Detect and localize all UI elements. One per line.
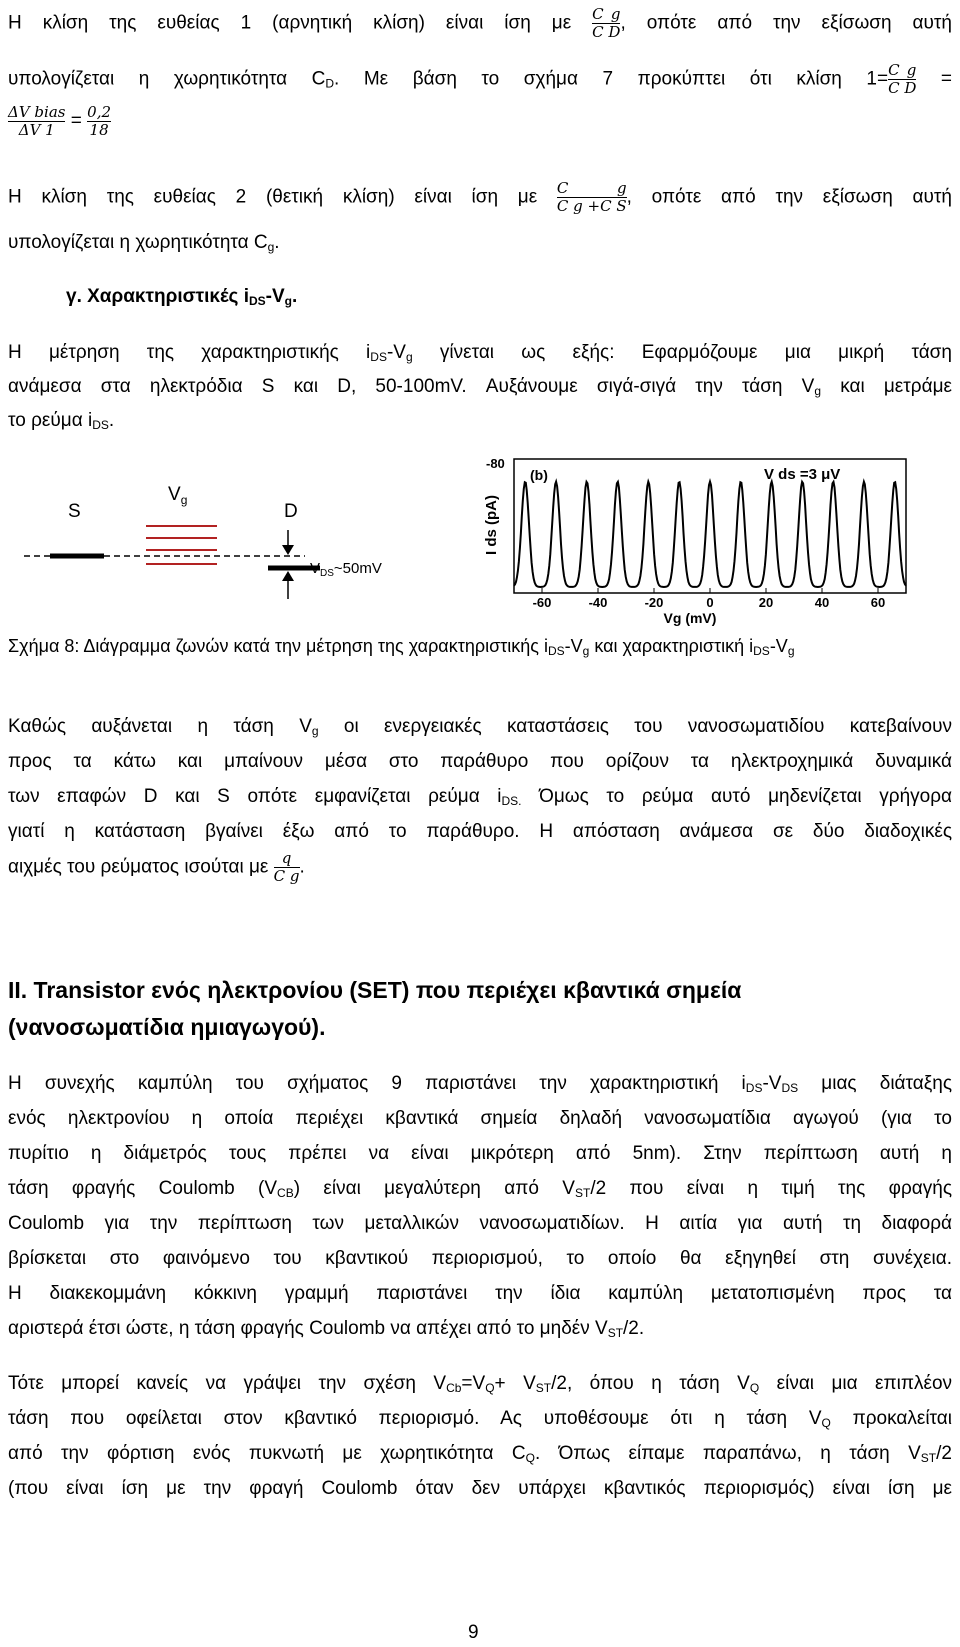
y-axis-label: I ds (pA) [483, 495, 500, 555]
para5-line2: ενός ηλεκτρονίου η οποία περιέχει κβαντικά σημεία δηλαδή νανοσωματίδια αγωγού (για το [8, 1108, 952, 1129]
para5-line8: αριστερά έτσι ώστε, η τάση φραγής Coulomb να απέχει από το μηδέν $V_{ST}/2$. [8, 1318, 645, 1340]
para6-line1: Τότε μπορεί κανείς να γράψει την σχέση $V_{Cb}=V_Q+ V_{ST}/2$, όπου η τάση $V_Q$ είναι μια επιπλέον [8, 1373, 953, 1395]
para3-line3: το ρεύμα $i_{DS}$. [8, 410, 115, 432]
para4-line2: προς τα κάτω και μπαίνουν μέσα στο παράθυρο που ορίζουν τα ηλεκτροχημικά δυναμικά [8, 751, 952, 772]
fraction-q-cg: $\frac{q}{\text{C g}}$ [273, 849, 300, 885]
para4-line3: των επαφών D και S οπότε εμφανίζεται ρεύμα $i_{DS.}$ Όμως το ρεύμα αυτό μηδενίζεται γρήγορα [8, 786, 953, 808]
fraction-cg-cgcs: $\frac{\text{C g}}{\text{C g +C S}}$ [556, 179, 627, 215]
para4-line4: γιατί η κατάσταση βγαίνει έξω από το παράθυρο. Η απόσταση ανάμεσα σε δύο διαδοχικές [8, 821, 952, 842]
label-vds: $V_{DS}\sim 50mV$ [310, 560, 382, 579]
x-tick-label: -60 [532, 595, 552, 610]
arrowhead-down-icon [282, 545, 294, 555]
para5-line1: Η συνεχής καμπύλη του σχήματος 9 παριστάνει την χαρακτηριστική $i_{DS}-V_{DS}$ μιας διάταξης [8, 1073, 952, 1095]
label-source: S [68, 501, 81, 522]
x-tick-label: 40 [814, 595, 830, 610]
section-heading-line1: II. Transistor ενός ηλεκτρονίου (SET) που περιέχει κβαντικά σημεία [8, 977, 742, 1003]
para5-line6: βρίσκεται στο φαινόμενο του κβαντικού περιορισμού, το οποίο θα εξηγηθεί στη συνέχεια. [8, 1248, 952, 1269]
panel-label: (b) [530, 467, 548, 483]
fraction-cg-cd: $\frac{\text{C g}}{\text{C D}}$ [592, 5, 621, 41]
fraction-02-18: $\frac{0,2}{18}$ [87, 103, 112, 139]
x-tick-label: -20 [644, 595, 664, 610]
para3-line1: Η μέτρηση της χαρακτηριστικής $i_{DS}-V_g$ γίνεται ως εξής: Εφαρμόζουμε μια μικρή τάση [8, 342, 952, 364]
para5-line3: πυρίτιο η διάμετρός τους πρέπει να είναι μικρότερη από 5nm). Στην περίπτωση αυτή η [8, 1143, 952, 1164]
para5-line5: Coulomb για την περίπτωση των μεταλλικών νανοσωματιδίων. Η αιτία για αυτή τη διαφορά [8, 1213, 952, 1234]
x-tick-label: 20 [758, 595, 774, 610]
x-tick-label: 60 [870, 595, 886, 610]
para6-line2: τάση που οφείλεται στον κβαντικό περιορισμό. Ας υποθέσουμε ότι η τάση $V_Q$ προκαλείται [8, 1408, 952, 1430]
ids-vg-chart [474, 455, 914, 627]
fraction-cg-cd-2: $\frac{\text{C g}}{\text{C D}}$ [888, 61, 917, 97]
chart-annotation: V ds =3 μV [764, 466, 841, 483]
para1-line2: υπολογίζεται η χωρητικότητα $C_D$. Με βάση το σχήμα 7 προκύπτει ότι κλίση 1= $\frac{\text{C g}}{\text{C D}}$ = [8, 61, 953, 97]
ids-curve [514, 482, 906, 587]
para1-line1: Η κλίση της ευθείας 1 (αρνητική κλίση) είναι ίση με $\frac{\text{C g}}{\text{C D}}$ , οπότε από την εξίσωση αυτή [8, 5, 953, 41]
label-drain: D [284, 501, 298, 522]
figure-caption: Σχήμα 8: Διάγραμμα ζωνών κατά την μέτρηση της χαρακτηριστικής $i_{DS}-V_g$ και χαρακτηριστική $i_{DS}-V_g$ [8, 636, 795, 658]
fraction-dvbias-dv1: $\frac{\text{ΔV bias}}{\Delta V 1}$ [8, 103, 66, 139]
para6-line4: (που είναι ίση με την φραγή Coulomb όταν δεν υπάρχει κβαντικός περιορισμός) είναι ίση με [8, 1478, 952, 1499]
x-axis-label: Vg (mV) [663, 610, 717, 626]
page-number: 9 [468, 1622, 479, 1643]
x-tick-label: 0 [706, 595, 714, 610]
subheading-characteristics: γ. Χαρακτηριστικές $i_{DS}-V_g$. [66, 286, 298, 308]
arrowhead-up-icon [282, 571, 294, 581]
para1-line3: $\frac{\text{ΔV bias}}{\Delta V 1}$ = $\frac{0,2}{18}$ [8, 103, 112, 139]
para4-line1: Καθώς αυξάνεται η τάση $V_g$ οι ενεργειακές καταστάσεις του νανοσωματιδίου κατεβαίνουν [8, 716, 953, 738]
para3-line2: ανάμεσα στα ηλεκτρόδια S και D, 50-100mV. Αυξάνουμε σιγά-σιγά την τάση $V_g$ και μετράμε [8, 376, 952, 398]
x-tick-label: -40 [588, 595, 608, 610]
para5-line4: τάση φραγής Coulomb $(V_{CB})$ είναι μεγαλύτερη από $V_{ST}/2$ που είναι η τιμή της φραγής [8, 1178, 952, 1200]
band-diagram [20, 475, 400, 605]
label-vg: $V_g$ [168, 484, 188, 507]
para2-line1: Η κλίση της ευθείας 2 (θετική κλίση) είναι ίση με $\frac{\text{C g}}{\text{C g +C S}}$ , οπότε από την εξίσωση αυτή [8, 179, 952, 215]
section-heading-line2: (νανοσωματίδια ημιαγωγού). [8, 1014, 326, 1040]
para2-line2: υπολογίζεται η χωρητικότητα $C_g$. [8, 232, 280, 254]
y-tick-top: -80 [486, 456, 505, 471]
para5-line7: Η διακεκομμάνη κόκκινη γραμμή παριστάνει την ίδια καμπύλη μετατοπισμένη προς τα [8, 1283, 952, 1304]
para6-line3: από την φόρτιση ενός πυκνωτή με χωρητικότητα $C_Q$. Όπως είπαμε παραπάνω, η τάση $V_{ST}/2$ [8, 1443, 952, 1465]
para4-line5: αιχμές του ρεύματος ισούται με $\frac{q}{\text{C g}}$ . [8, 849, 305, 885]
